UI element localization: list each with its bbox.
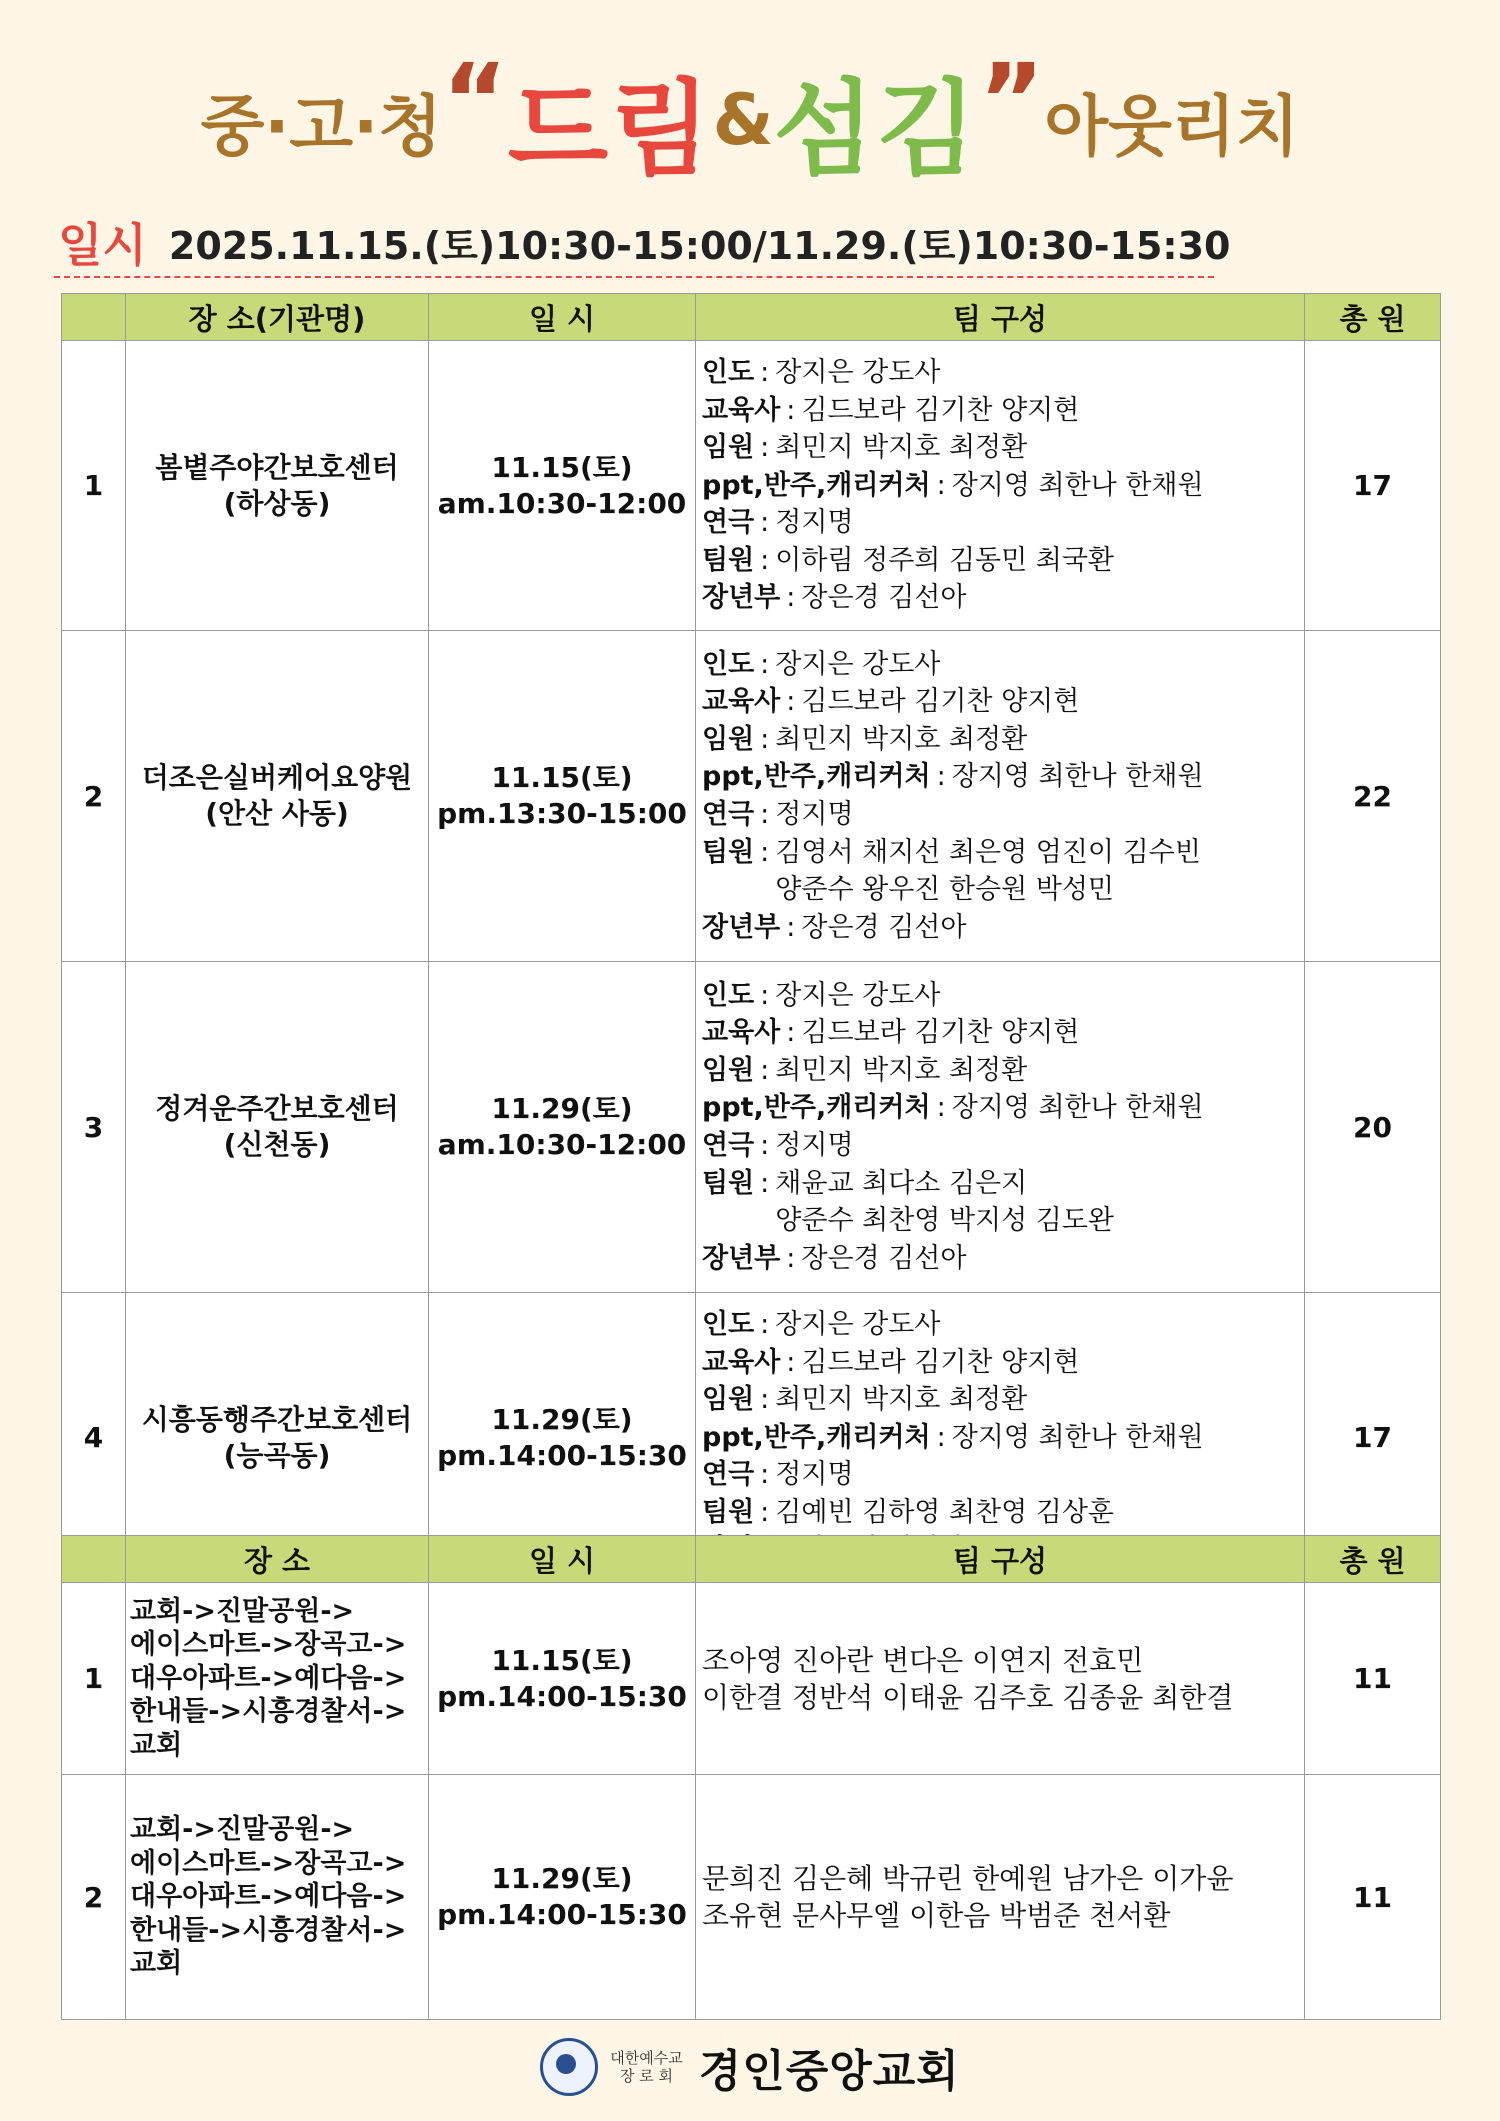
team-names-line: 장은경 김선아 [801, 582, 967, 614]
facility-schedule-table [61, 293, 1441, 1583]
team-line [702, 721, 1304, 759]
team-role: 임원 [702, 1384, 755, 1416]
team-line [702, 909, 1304, 947]
table-header-row [62, 294, 1441, 341]
team-names-line: 장은경 김선아 [801, 1242, 967, 1274]
team-role: 장년부 [702, 911, 781, 943]
place-line: 시흥동행주간보호센터 [141, 1402, 413, 1436]
place-cell [126, 962, 429, 1293]
team-line [702, 467, 1304, 505]
row-number: 4 [62, 1293, 126, 1583]
route-line: 교회 [130, 1948, 183, 1980]
team-line [702, 796, 1304, 834]
title-dream: 드림 [507, 68, 713, 190]
team-line [702, 1165, 1304, 1240]
place-line: 정겨운주간보호센터 [155, 1092, 399, 1125]
schedule-date [58, 210, 1230, 274]
place-line: (하상동) [223, 486, 331, 520]
date-line: am.10:30-12:00 [437, 486, 687, 520]
date-line: am.10:30-12:00 [437, 1128, 687, 1161]
team-role: ppt,반주,캐리커처 [702, 1421, 931, 1453]
team-names-line: 김영서 채지선 최은영 엄진이 김수빈 [775, 836, 1201, 868]
title-ampersand: & [712, 79, 774, 161]
total-count: 22 [1305, 631, 1441, 962]
date-text: 2025.11.15.(토)10:30-15:00/11.29.(토)10:30-15:30 [168, 223, 1231, 268]
route-line: 대우아파트->예다음-> [130, 1662, 407, 1694]
total-count: 17 [1305, 341, 1441, 631]
team-role: 교육사 [702, 1346, 781, 1378]
team-role: 인도 [702, 648, 755, 680]
team-names-line: 이하림 정주희 김동민 최국환 [775, 544, 1115, 576]
team-names [775, 834, 1201, 909]
team-separator: : [786, 394, 796, 426]
title-serve: 섬김 [773, 68, 979, 190]
team-separator: : [760, 1167, 770, 1199]
route-line: 교회->진말공원-> [130, 1595, 355, 1627]
team-role: 장년부 [702, 1242, 781, 1274]
date-line: pm.13:30-15:00 [437, 797, 687, 830]
table-row [62, 1775, 1441, 2020]
team-line [702, 1306, 1304, 1344]
team-names [952, 758, 1204, 796]
column-header-number [62, 294, 126, 341]
team-names [775, 542, 1114, 580]
route-line: 교회->진말공원-> [130, 1814, 355, 1846]
title-suffix: 아웃리치 [1044, 87, 1300, 165]
date-label: 일시 [58, 218, 147, 272]
team-names-line: 최민지 박지호 최정환 [775, 432, 1028, 464]
team-names-line: 김드보라 김기찬 양지현 [801, 1017, 1080, 1049]
poster-title [0, 40, 1500, 200]
total-count: 11 [1305, 1583, 1441, 1775]
column-header-header-total: 총 원 [1305, 1536, 1441, 1583]
date-cell [429, 1775, 696, 2020]
team-names [775, 504, 853, 542]
team-line [702, 1381, 1304, 1419]
team-line [702, 758, 1304, 796]
team-separator: : [760, 836, 770, 868]
team-names [775, 354, 940, 392]
team-names-line: 장지영 최한나 한채원 [951, 1092, 1204, 1124]
team-line [702, 1240, 1304, 1278]
route-cell [126, 1583, 429, 1775]
team-names-line: 김드보라 김기찬 양지현 [801, 394, 1080, 426]
team-names [775, 1306, 940, 1344]
route-line: 에이스마트->장곡고-> [130, 1629, 407, 1661]
team-line [702, 977, 1304, 1015]
team-line [702, 1456, 1304, 1494]
column-header-header-date: 일 시 [429, 294, 696, 341]
team-names [775, 1381, 1027, 1419]
team-line [702, 834, 1304, 909]
team-separator: : [760, 799, 770, 830]
team-names [775, 1456, 853, 1494]
date-line: 11.29(토) [491, 1402, 633, 1436]
place-line: 더조은실버케어요양원 [141, 761, 413, 794]
team-separator: : [786, 911, 796, 943]
team-separator: : [786, 686, 796, 718]
team-names-line: 장지은 강도사 [775, 356, 941, 388]
table-row [62, 341, 1441, 631]
team-separator: : [760, 432, 770, 464]
dashed-divider [54, 276, 1214, 278]
place-line: 봄볕주야간보호센터 [155, 450, 399, 484]
route-line: 교회 [130, 1729, 183, 1761]
title-prefix: 중·고·청 [200, 87, 442, 165]
team-role: 인도 [702, 1308, 755, 1340]
team-line [702, 392, 1304, 430]
team-names [775, 429, 1027, 467]
team-names [801, 579, 966, 617]
team-role: 교육사 [702, 394, 781, 426]
row-number: 3 [62, 962, 126, 1293]
team-separator: : [760, 356, 770, 388]
team-separator: : [760, 648, 770, 680]
team-line [702, 579, 1304, 617]
team-names [775, 1494, 1114, 1532]
route-cell [126, 1775, 429, 2020]
team-separator: : [786, 1346, 796, 1378]
team-names [775, 1165, 1114, 1240]
date-line: 11.15(토) [491, 450, 633, 484]
team-names-line: 정지명 [775, 1459, 854, 1491]
team-separator: : [786, 1242, 796, 1274]
date-line: 11.29(토) [491, 1092, 633, 1125]
date-line: 11.29(토) [491, 1862, 633, 1895]
team-separator: : [760, 507, 770, 539]
team-names-line: 양준수 최찬영 박지성 김도완 [775, 1205, 1115, 1237]
team-line [702, 1344, 1304, 1382]
team-role: 팀원 [702, 1167, 755, 1199]
team-names-line: 장지영 최한나 한채원 [951, 469, 1204, 501]
team-line [702, 683, 1304, 721]
route-schedule-table [61, 1535, 1441, 2020]
column-header-number [62, 1536, 126, 1583]
team-separator: : [936, 1421, 946, 1453]
team-line [702, 429, 1304, 467]
route-line: 한내들->시흥경찰서-> [130, 1914, 407, 1946]
team-names [775, 1052, 1027, 1090]
team-names [952, 1089, 1204, 1127]
column-header-header-date: 일 시 [429, 1536, 696, 1583]
table-row [62, 1583, 1441, 1775]
team-names-line: 장지은 강도사 [775, 1308, 941, 1340]
team-names-line: 장은경 김선아 [801, 911, 967, 943]
row-number: 2 [62, 631, 126, 962]
team-role: ppt,반주,캐리커처 [702, 469, 931, 501]
date-cell [429, 631, 696, 962]
column-header-header-place: 장 소(기관명) [126, 294, 429, 341]
date-cell [429, 962, 696, 1293]
route-line: 대우아파트->예다음-> [130, 1881, 407, 1913]
column-header-header-total: 총 원 [1305, 294, 1441, 341]
team-names-line: 김예빈 김하영 최찬영 김상훈 [775, 1496, 1115, 1528]
team-names [801, 683, 1079, 721]
title-close-quote: ” [978, 41, 1045, 159]
team-names-line: 최민지 박지호 최정환 [775, 723, 1028, 755]
team-names [952, 1419, 1204, 1457]
team-names [801, 1240, 966, 1278]
column-header-header-team: 팀 구성 [696, 1536, 1305, 1583]
team-names [801, 1344, 1079, 1382]
team-cell [696, 631, 1305, 962]
team-names-line: 정지명 [775, 507, 854, 539]
team-names [801, 1014, 1079, 1052]
team-line: 이한결 정반석 이태윤 김주호 김종윤 최한결 [702, 1680, 1234, 1714]
team-names-line: 김드보라 김기찬 양지현 [801, 686, 1080, 718]
team-names-line: 장지영 최한나 한채원 [951, 1421, 1204, 1453]
place-line: (능곡동) [223, 1438, 331, 1472]
total-count: 11 [1305, 1775, 1441, 2020]
route-line: 에이스마트->장곡고-> [130, 1847, 407, 1879]
team-names-line: 최민지 박지호 최정환 [775, 1054, 1028, 1086]
team-names [952, 467, 1204, 505]
team-role: 연극 [702, 507, 755, 539]
team-line [702, 1089, 1304, 1127]
team-role: 임원 [702, 432, 755, 464]
team-role: 인도 [702, 356, 755, 388]
team-names-line: 김드보라 김기찬 양지현 [801, 1346, 1080, 1378]
row-number: 1 [62, 1583, 126, 1775]
team-line [702, 504, 1304, 542]
team-names-line: 장지은 강도사 [775, 648, 941, 680]
team-separator: : [760, 723, 770, 755]
team-line: 조유현 문사무엘 이한음 박범준 천서환 [702, 1899, 1171, 1932]
team-names-line: 정지명 [775, 1130, 854, 1161]
place-line: (안산 사동) [205, 797, 349, 830]
team-cell [696, 962, 1305, 1293]
team-line [702, 354, 1304, 392]
table-row [62, 631, 1441, 962]
team-line [702, 1494, 1304, 1532]
team-role: 임원 [702, 723, 755, 755]
date-cell [429, 1583, 696, 1775]
team-role: 교육사 [702, 686, 781, 718]
team-line [702, 1014, 1304, 1052]
team-names-line: 장지은 강도사 [775, 979, 941, 1011]
denomination-line: 대한예수교 [610, 2049, 683, 2067]
date-line: pm.14:00-15:30 [437, 1438, 687, 1472]
team-role: ppt,반주,캐리커처 [702, 761, 931, 793]
team-separator: : [760, 544, 770, 576]
column-header-header-place: 장 소 [126, 1536, 429, 1583]
team-role: 연극 [702, 799, 755, 830]
team-names [801, 909, 966, 947]
team-role: 장년부 [702, 582, 781, 614]
team-names [801, 392, 1079, 430]
date-line: pm.14:00-15:30 [437, 1898, 687, 1931]
date-line: pm.14:00-15:30 [437, 1679, 687, 1713]
team-line [702, 542, 1304, 580]
team-role: 연극 [702, 1130, 755, 1161]
team-cell [696, 341, 1305, 631]
denomination-line: 장 로 회 [619, 2067, 673, 2085]
team-role: 교육사 [702, 1017, 781, 1049]
team-names-line: 양준수 왕우진 한승원 박성민 [775, 874, 1115, 906]
team-separator: : [936, 761, 946, 793]
row-number: 2 [62, 1775, 126, 2020]
team-line [702, 1419, 1304, 1457]
date-cell [429, 341, 696, 631]
row-number: 1 [62, 341, 126, 631]
team-separator: : [760, 1130, 770, 1161]
team-role: ppt,반주,캐리커처 [702, 1092, 931, 1124]
team-names [775, 646, 940, 684]
church-seal-icon [540, 2038, 598, 2096]
place-cell [126, 341, 429, 631]
team-separator: : [760, 1054, 770, 1086]
team-role: 연극 [702, 1459, 755, 1491]
team-line [702, 646, 1304, 684]
date-line: 11.15(토) [491, 761, 633, 794]
team-names [775, 721, 1027, 759]
route-line: 한내들->시흥경찰서-> [130, 1696, 407, 1728]
team-separator: : [760, 1496, 770, 1528]
team-line: 조아영 진아란 변다은 이연지 전효민 [702, 1643, 1144, 1677]
church-name: 경인중앙교회 [698, 2046, 960, 2097]
team-cell [696, 1775, 1305, 2020]
team-role: 인도 [702, 979, 755, 1011]
team-names [775, 977, 940, 1015]
team-separator: : [760, 1459, 770, 1491]
team-names [775, 796, 853, 834]
team-line [702, 1127, 1304, 1165]
team-names-line: 장지영 최한나 한채원 [951, 761, 1204, 793]
team-names-line: 최민지 박지호 최정환 [775, 1384, 1028, 1416]
team-separator: : [760, 1308, 770, 1340]
team-role: 팀원 [702, 836, 755, 868]
table-row [62, 962, 1441, 1293]
team-separator: : [786, 1017, 796, 1049]
column-header-header-team: 팀 구성 [696, 294, 1305, 341]
title-open-quote: “ [442, 41, 508, 159]
team-names [775, 1127, 853, 1165]
team-line: 문희진 김은혜 박규린 한예원 남가은 이가윤 [702, 1862, 1234, 1895]
total-count: 17 [1305, 1293, 1441, 1583]
total-count: 20 [1305, 962, 1441, 1293]
table-header-row [62, 1536, 1441, 1583]
team-separator: : [936, 469, 946, 501]
place-cell [126, 631, 429, 962]
team-names-line: 채윤교 최다소 김은지 [775, 1167, 1028, 1199]
team-separator: : [760, 1384, 770, 1416]
denomination [610, 2049, 682, 2085]
team-separator: : [786, 582, 796, 614]
team-role: 팀원 [702, 1496, 755, 1528]
footer [0, 2032, 1500, 2102]
team-names-line: 정지명 [775, 799, 854, 830]
place-line: (신천동) [223, 1128, 331, 1161]
team-line [702, 1052, 1304, 1090]
date-line: 11.15(토) [491, 1643, 633, 1677]
team-role: 팀원 [702, 544, 755, 576]
team-role: 임원 [702, 1054, 755, 1086]
team-separator: : [936, 1092, 946, 1124]
team-separator: : [760, 979, 770, 1011]
team-cell [696, 1583, 1305, 1775]
